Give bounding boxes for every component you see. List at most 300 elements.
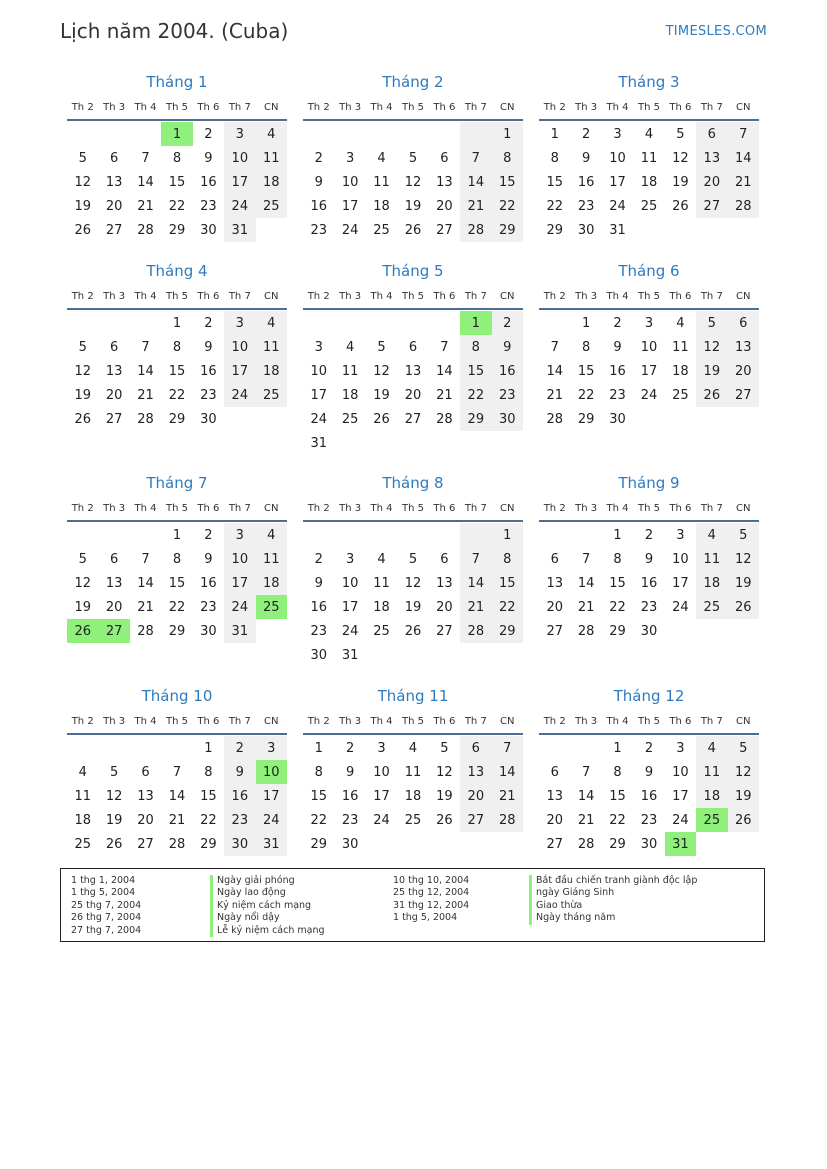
day-cell: 18 [74, 812, 91, 828]
day-cell: 13 [460, 760, 491, 784]
empty-cell [67, 122, 98, 146]
day-cell: 3 [224, 122, 255, 146]
legend-holiday-name: ngày Giáng Sinh [529, 887, 697, 899]
day-cell: 6 [440, 551, 449, 567]
day-cell: 23 [200, 599, 217, 615]
day-cell: 26 [74, 411, 91, 427]
month-name: Tháng 5 [382, 262, 444, 280]
month-block [303, 72, 523, 242]
day-cell: 13 [696, 146, 727, 170]
day-cell: 26 [74, 222, 91, 238]
day-grid [303, 311, 523, 455]
weekday-label: Th 4 [606, 290, 629, 302]
day-cell: 20 [696, 170, 727, 194]
weekday-label: Th 7 [228, 715, 251, 727]
empty-cell [303, 311, 334, 335]
day-cell: 1 [204, 740, 213, 756]
day-cell: 27 [546, 836, 563, 852]
day-cell: 10 [373, 764, 390, 780]
day-cell: 20 [137, 812, 154, 828]
day-cell: 26 [728, 808, 759, 832]
day-cell: 12 [436, 764, 453, 780]
day-cell: 17 [640, 363, 658, 379]
day-cell: 10 [224, 146, 255, 170]
empty-cell [98, 311, 129, 335]
day-cell: 24 [341, 222, 359, 238]
weekday-header [67, 95, 287, 121]
month-name: Tháng 4 [146, 262, 208, 280]
day-cell: 11 [640, 150, 658, 166]
day-cell: 1 [172, 315, 182, 331]
day-cell: 11 [256, 146, 287, 170]
day-cell: 8 [613, 764, 622, 780]
day-cell: 25 [74, 836, 91, 852]
day-cell: 3 [676, 740, 685, 756]
day-cell: 10 [224, 547, 255, 571]
weekday-label: Th 4 [606, 101, 629, 113]
legend-holiday-name: Ngày giải phóng [210, 875, 325, 887]
day-cell: 10 [224, 335, 255, 359]
day-cell: 9 [204, 551, 213, 567]
day-cell: 11 [696, 760, 727, 784]
weekday-header [303, 284, 523, 310]
day-cell: 27 [105, 411, 123, 427]
day-cell: 9 [314, 575, 323, 591]
day-cell: 31 [310, 435, 327, 451]
day-cell: 21 [460, 595, 491, 619]
day-cell: 3 [613, 126, 622, 142]
empty-cell [460, 523, 491, 547]
weekday-label: Th 4 [606, 715, 629, 727]
day-cell: 2 [314, 150, 323, 166]
day-cell: 2 [644, 527, 654, 543]
day-cell: 23 [310, 623, 327, 639]
day-cell: 5 [728, 523, 759, 547]
day-cell: 29 [168, 222, 186, 238]
day-cell: 1 [613, 527, 622, 543]
weekday-label: Th 7 [464, 101, 487, 113]
day-cell: 5 [78, 150, 87, 166]
day-cell: 24 [373, 812, 390, 828]
day-cell: 16 [310, 198, 327, 214]
legend-holiday-name: Lễ kỷ niệm cách mạng [210, 925, 325, 937]
weekday-label: Th 6 [197, 101, 220, 113]
weekday-label: Th 2 [543, 290, 566, 302]
day-cell: 22 [546, 198, 563, 214]
day-cell: 7 [460, 547, 491, 571]
day-cell: 16 [341, 788, 359, 804]
month-block [67, 686, 287, 856]
day-cell: 20 [436, 599, 453, 615]
weekday-label: Th 5 [637, 715, 660, 727]
month-name: Tháng 10 [141, 687, 213, 705]
weekday-label: Th 5 [401, 290, 424, 302]
day-cell: 30 [640, 623, 658, 639]
weekday-label: Th 3 [103, 290, 126, 302]
day-cell: 25 [640, 198, 658, 214]
empty-cell [334, 122, 365, 146]
weekday-label: CN [736, 290, 751, 302]
day-cell: 30 [224, 832, 255, 856]
day-cell: 9 [581, 150, 591, 166]
day-cell: 19 [672, 174, 689, 190]
day-cell: 9 [644, 551, 654, 567]
empty-cell [539, 523, 570, 547]
empty-cell [98, 122, 129, 146]
weekday-label: Th 2 [71, 502, 94, 514]
day-cell: 17 [256, 784, 287, 808]
day-cell: 7 [492, 736, 523, 760]
weekday-header [539, 95, 759, 121]
day-cell: 3 [224, 311, 255, 335]
legend-date: 10 thg 10, 2004 [393, 875, 470, 886]
legend-holiday-name: Ngày nổi dậy [210, 912, 325, 924]
day-cell: 19 [74, 387, 91, 403]
day-cell: 19 [696, 359, 727, 383]
day-cell: 28 [460, 218, 491, 242]
month-block [303, 261, 523, 455]
day-cell: 31 [256, 832, 287, 856]
legend-holiday-name: Bắt đầu chiến tranh giành độc lập [529, 875, 697, 887]
day-cell: 14 [436, 363, 453, 379]
day-cell: 13 [436, 174, 453, 190]
day-cell: 4 [696, 736, 727, 760]
empty-cell [539, 311, 570, 335]
day-cell: 13 [137, 788, 154, 804]
weekday-label: Th 4 [134, 715, 157, 727]
day-cell: 30 [492, 407, 523, 431]
month-name: Tháng 9 [618, 474, 680, 492]
day-cell: 14 [137, 575, 154, 591]
day-cell: 18 [640, 174, 658, 190]
day-cell: 23 [310, 222, 327, 238]
day-cell: 3 [224, 523, 255, 547]
day-cell: 5 [440, 740, 449, 756]
day-cell: 12 [696, 335, 727, 359]
day-cell: 2 [204, 126, 213, 142]
weekday-header [303, 95, 523, 121]
weekday-label: CN [500, 502, 515, 514]
day-cell: 30 [640, 836, 658, 852]
empty-cell [334, 523, 365, 547]
weekday-label: CN [500, 715, 515, 727]
day-cell: 12 [74, 575, 91, 591]
weekday-label: Th 6 [669, 101, 692, 113]
day-cell: 8 [460, 335, 491, 359]
day-cell: 3 [345, 150, 355, 166]
day-cell: 4 [644, 126, 654, 142]
weekday-header [67, 709, 287, 735]
day-cell: 29 [546, 222, 563, 238]
month-name: Tháng 6 [618, 262, 680, 280]
day-cell: 27 [460, 808, 491, 832]
weekday-label: Th 7 [700, 290, 723, 302]
day-cell: 20 [105, 599, 123, 615]
day-cell: 26 [728, 595, 759, 619]
month-name: Tháng 8 [382, 474, 444, 492]
weekday-label: Th 7 [700, 715, 723, 727]
day-grid [67, 736, 287, 856]
day-cell: 29 [460, 407, 491, 431]
day-cell: 30 [341, 836, 359, 852]
day-cell: 17 [341, 599, 359, 615]
weekday-label: Th 6 [669, 502, 692, 514]
day-cell: 7 [172, 764, 182, 780]
day-cell: 25 [373, 623, 390, 639]
day-cell: 22 [577, 387, 595, 403]
day-cell: 19 [404, 599, 422, 615]
legend-date: 1 thg 5, 2004 [393, 912, 458, 924]
weekday-label: CN [264, 715, 279, 727]
day-cell: 25 [404, 812, 422, 828]
weekday-label: Th 6 [669, 715, 692, 727]
day-cell: 11 [373, 174, 390, 190]
day-cell: 28 [137, 222, 154, 238]
day-cell: 5 [696, 311, 727, 335]
day-cell: 8 [613, 551, 622, 567]
empty-cell [161, 736, 192, 760]
day-cell: 13 [105, 575, 123, 591]
day-cell: 22 [310, 812, 327, 828]
day-cell: 2 [204, 315, 213, 331]
weekday-label: Th 5 [637, 502, 660, 514]
empty-cell [98, 523, 129, 547]
day-cell: 29 [609, 623, 626, 639]
day-cell: 22 [168, 387, 186, 403]
day-cell: 24 [224, 383, 255, 407]
day-cell: 15 [310, 788, 327, 804]
day-cell: 6 [550, 764, 559, 780]
day-cell: 12 [728, 547, 759, 571]
day-grid [67, 311, 287, 431]
empty-cell [130, 523, 161, 547]
holiday-day-cell: 25 [696, 808, 727, 832]
day-cell: 23 [341, 812, 359, 828]
day-cell: 17 [310, 387, 327, 403]
day-cell: 6 [440, 150, 449, 166]
month-block [67, 473, 287, 643]
day-cell: 29 [492, 218, 523, 242]
day-cell: 11 [256, 547, 287, 571]
day-cell: 18 [256, 571, 287, 595]
day-cell: 24 [224, 194, 255, 218]
day-cell: 15 [492, 170, 523, 194]
day-cell: 23 [640, 812, 658, 828]
day-cell: 8 [492, 547, 523, 571]
day-cell: 22 [492, 595, 523, 619]
day-cell: 26 [373, 411, 390, 427]
empty-cell [334, 311, 365, 335]
day-cell: 31 [224, 218, 255, 242]
legend-date: 25 thg 7, 2004 [71, 899, 142, 911]
day-cell: 4 [256, 122, 287, 146]
day-grid [303, 736, 523, 856]
weekday-label: Th 3 [103, 101, 126, 113]
weekday-label: Th 6 [433, 290, 456, 302]
weekday-label: Th 7 [228, 290, 251, 302]
weekday-label: Th 4 [134, 290, 157, 302]
day-cell: 29 [577, 411, 595, 427]
weekday-label: Th 5 [401, 502, 424, 514]
day-cell: 2 [613, 315, 622, 331]
weekday-label: Th 4 [370, 101, 393, 113]
day-cell: 16 [640, 575, 658, 591]
day-cell: 28 [436, 411, 453, 427]
legend-date: 1 thg 5, 2004 [71, 887, 136, 899]
day-cell: 15 [460, 359, 491, 383]
day-cell: 14 [546, 363, 563, 379]
day-cell: 18 [672, 363, 689, 379]
month-name: Tháng 11 [377, 687, 449, 705]
day-cell: 11 [696, 547, 727, 571]
day-grid [67, 122, 287, 242]
day-cell: 22 [609, 599, 626, 615]
day-cell: 8 [492, 146, 523, 170]
weekday-label: Th 6 [433, 101, 456, 113]
day-grid [303, 523, 523, 667]
weekday-label: Th 4 [370, 715, 393, 727]
weekday-label: Th 2 [307, 715, 330, 727]
day-cell: 19 [74, 599, 91, 615]
day-cell: 13 [436, 575, 453, 591]
empty-cell [366, 311, 397, 335]
day-cell: 8 [314, 764, 323, 780]
day-cell: 12 [105, 788, 123, 804]
day-cell: 10 [341, 575, 359, 591]
day-cell: 4 [256, 311, 287, 335]
day-cell: 28 [577, 836, 595, 852]
day-cell: 18 [373, 599, 390, 615]
legend-date: 25 thg 12, 2004 [393, 887, 470, 899]
day-cell: 5 [676, 126, 685, 142]
day-cell: 7 [141, 339, 150, 355]
day-cell: 22 [168, 198, 186, 214]
day-cell: 20 [546, 599, 563, 615]
empty-cell [570, 736, 601, 760]
day-cell: 17 [224, 170, 255, 194]
day-cell: 21 [577, 599, 595, 615]
day-cell: 8 [172, 150, 182, 166]
day-cell: 16 [640, 788, 658, 804]
day-cell: 30 [200, 222, 217, 238]
day-cell: 19 [728, 784, 759, 808]
day-cell: 29 [168, 411, 186, 427]
day-cell: 4 [676, 315, 685, 331]
legend-dates-2 [393, 875, 469, 925]
day-cell: 16 [200, 174, 217, 190]
weekday-header [539, 284, 759, 310]
day-cell: 8 [550, 150, 559, 166]
weekday-label: Th 3 [103, 502, 126, 514]
day-cell: 5 [728, 736, 759, 760]
weekday-header [539, 709, 759, 735]
day-cell: 4 [78, 764, 87, 780]
day-cell: 24 [609, 198, 626, 214]
day-cell: 29 [168, 623, 186, 639]
weekday-label: Th 6 [433, 715, 456, 727]
holiday-day-cell: 1 [161, 122, 192, 146]
day-cell: 2 [644, 740, 654, 756]
day-cell: 10 [341, 174, 359, 190]
day-cell: 7 [440, 339, 449, 355]
day-cell: 20 [404, 387, 422, 403]
month-block [303, 686, 523, 856]
weekday-label: Th 6 [197, 715, 220, 727]
month-block [67, 261, 287, 431]
day-cell: 28 [460, 619, 491, 643]
day-cell: 4 [377, 551, 386, 567]
weekday-label: Th 7 [228, 101, 251, 113]
day-cell: 16 [310, 599, 327, 615]
day-cell: 19 [105, 812, 123, 828]
empty-cell [130, 736, 161, 760]
day-cell: 9 [492, 335, 523, 359]
day-cell: 12 [74, 174, 91, 190]
empty-cell [67, 311, 98, 335]
day-cell: 12 [373, 363, 390, 379]
day-cell: 15 [546, 174, 563, 190]
legend-date: 1 thg 1, 2004 [71, 875, 136, 886]
empty-cell [303, 122, 334, 146]
legend-holiday-name: Kỷ niệm cách mạng [210, 900, 325, 912]
legend-names-2 [529, 875, 697, 925]
day-cell: 1 [172, 527, 182, 543]
day-cell: 28 [492, 808, 523, 832]
month-block [539, 473, 759, 643]
day-cell: 6 [460, 736, 491, 760]
empty-cell [397, 523, 428, 547]
day-cell: 17 [672, 788, 689, 804]
weekday-label: Th 5 [401, 715, 424, 727]
day-cell: 8 [172, 339, 182, 355]
weekday-label: Th 7 [464, 715, 487, 727]
weekday-label: Th 5 [165, 715, 188, 727]
day-cell: 1 [581, 315, 591, 331]
day-cell: 10 [310, 363, 327, 379]
day-cell: 24 [224, 595, 255, 619]
day-grid [539, 736, 759, 856]
day-cell: 14 [460, 170, 491, 194]
weekday-label: Th 7 [464, 290, 487, 302]
day-cell: 5 [78, 551, 87, 567]
day-cell: 6 [408, 339, 418, 355]
day-cell: 31 [224, 619, 255, 643]
holiday-day-cell: 26 [67, 619, 98, 643]
day-cell: 2 [224, 736, 255, 760]
day-cell: 14 [168, 788, 186, 804]
weekday-label: Th 2 [307, 502, 330, 514]
legend-holiday-name: Giao thừa [529, 900, 697, 912]
day-cell: 29 [609, 836, 626, 852]
site-link[interactable]: TIMESLES.COM [665, 24, 767, 39]
month-block [539, 686, 759, 856]
day-cell: 23 [224, 808, 255, 832]
day-cell: 30 [577, 222, 595, 238]
weekday-label: Th 4 [134, 101, 157, 113]
day-cell: 14 [137, 363, 154, 379]
empty-cell [539, 736, 570, 760]
weekday-label: CN [736, 101, 751, 113]
weekday-label: Th 3 [339, 715, 362, 727]
month-block [303, 473, 523, 667]
day-cell: 26 [436, 812, 453, 828]
weekday-label: Th 2 [543, 101, 566, 113]
day-cell: 16 [609, 363, 626, 379]
day-cell: 23 [200, 198, 217, 214]
day-cell: 5 [78, 339, 87, 355]
day-cell: 14 [577, 788, 595, 804]
day-cell: 21 [168, 812, 186, 828]
